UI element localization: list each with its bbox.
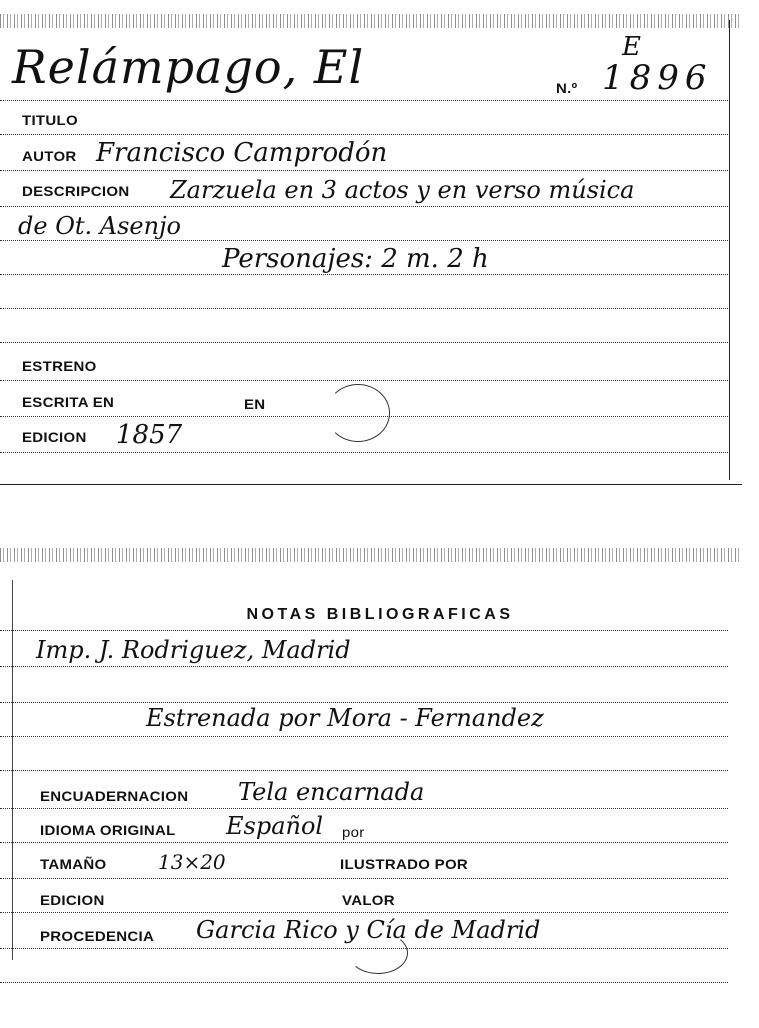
- card-frame-right: [729, 20, 730, 480]
- label-autor: AUTOR: [22, 148, 77, 165]
- descripcion-handwritten-1: Zarzuela en 3 actos y en verso música: [170, 176, 635, 204]
- notes-handwritten-2: Estrenada por Mora - Fernandez: [146, 704, 544, 732]
- label-descripcion: DESCRIPCION: [22, 183, 130, 200]
- encuadernacion-handwritten: Tela encarnada: [238, 778, 425, 806]
- stamp-circle: [326, 384, 390, 442]
- stamp-circle-bottom: [348, 932, 408, 974]
- edicion-handwritten: 1857: [116, 420, 183, 450]
- number-mark: E: [622, 32, 641, 62]
- label-por: por: [342, 824, 365, 841]
- label-ilustrado-por: ILUSTRADO POR: [340, 856, 469, 873]
- label-escrita-en: ESCRITA EN: [22, 394, 115, 411]
- idioma-handwritten: Español: [226, 812, 324, 840]
- procedencia-handwritten: Garcia Rico y Cía de Madrid: [196, 916, 541, 944]
- autor-handwritten: Francisco Camprodón: [96, 138, 388, 168]
- personajes-handwritten: Personajes: 2 m. 2 h: [222, 244, 489, 274]
- card-bottom-edge: [0, 548, 742, 562]
- catalog-number: 1896: [602, 58, 713, 98]
- label-titulo: TITULO: [22, 112, 78, 129]
- tamano-handwritten: 13×20: [158, 850, 226, 874]
- label-tamano: TAMAÑO: [40, 856, 107, 873]
- card-top-edge: [0, 14, 742, 28]
- catalog-card-top: [0, 0, 742, 490]
- title-handwritten: Relámpago, El: [12, 40, 365, 94]
- label-estreno: ESTRENO: [22, 358, 97, 375]
- notas-heading: NOTAS BIBLIOGRAFICAS: [246, 606, 514, 623]
- label-en: EN: [244, 396, 266, 413]
- label-idioma-original: IDIOMA ORIGINAL: [40, 822, 176, 839]
- label-edicion-bottom: EDICION: [40, 892, 105, 909]
- catalog-card-bottom: [0, 540, 742, 1010]
- label-procedencia: PROCEDENCIA: [40, 928, 155, 945]
- notes-handwritten-1: Imp. J. Rodriguez, Madrid: [36, 636, 351, 664]
- descripcion-handwritten-2: de Ot. Asenjo: [18, 212, 181, 240]
- number-label: N.º: [556, 80, 578, 97]
- label-encuadernacion: ENCUADERNACION: [40, 788, 189, 805]
- label-edicion: EDICION: [22, 429, 87, 446]
- label-valor: VALOR: [342, 892, 395, 909]
